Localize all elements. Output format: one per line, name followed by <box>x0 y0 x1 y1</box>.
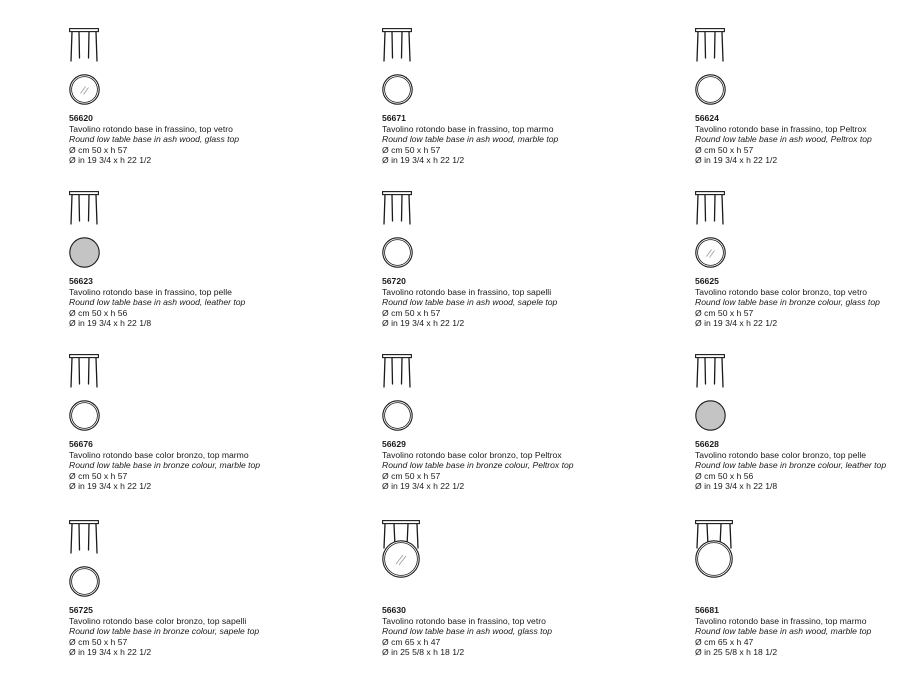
table-top-plan-drawing <box>382 237 413 268</box>
description-english: Round low table base in bronze colour, leather top <box>695 460 887 471</box>
description-italian: Tavolino rotondo base color bronzo, top sapelli <box>69 615 247 626</box>
dimensions-inches: Ø in 19 3/4 x h 22 1/2 <box>382 318 465 329</box>
dimensions-cm: Ø cm 50 x h 57 <box>382 470 441 481</box>
description-italian: Tavolino rotondo base color bronzo, top Peltrox <box>382 449 562 460</box>
table-top-plan-drawing <box>382 400 413 431</box>
description-english: Round low table base in bronze colour, marble top <box>69 460 261 471</box>
description-italian: Tavolino rotondo base in frassino, top vetro <box>382 615 546 626</box>
description-italian: Tavolino rotondo base in frassino, top marmo <box>695 615 867 626</box>
table-top-plan-drawing <box>69 237 100 268</box>
dimensions-cm: Ø cm 50 x h 57 <box>69 636 128 647</box>
product-item <box>382 520 612 660</box>
dimensions-inches: Ø in 19 3/4 x h 22 1/8 <box>695 481 778 492</box>
description-english: Round low table base in bronze colour, sapele top <box>69 626 260 637</box>
product-code: 56671 <box>382 113 406 123</box>
dimensions-cm: Ø cm 50 x h 56 <box>69 307 128 318</box>
product-item <box>695 354 912 494</box>
product-item <box>382 354 612 494</box>
product-caption <box>69 113 239 166</box>
product-caption <box>69 439 260 492</box>
dimensions-cm: Ø cm 50 x h 56 <box>695 470 754 481</box>
dimensions-cm: Ø cm 50 x h 57 <box>382 307 441 318</box>
product-caption <box>695 276 880 329</box>
table-top-plan-drawing <box>69 566 100 597</box>
dimensions-inches: Ø in 19 3/4 x h 22 1/2 <box>695 155 778 166</box>
table-side-view-drawing <box>382 354 412 388</box>
product-code: 56681 <box>695 605 719 615</box>
dimensions-cm: Ø cm 50 x h 57 <box>695 144 754 155</box>
product-code: 56628 <box>695 439 719 449</box>
dimensions-cm: Ø cm 50 x h 57 <box>695 307 754 318</box>
product-item <box>69 191 299 331</box>
dimensions-cm: Ø cm 50 x h 57 <box>69 144 128 155</box>
dimensions-cm: Ø cm 65 x h 47 <box>695 636 754 647</box>
table-top-plan-drawing <box>695 74 726 105</box>
product-caption <box>382 605 552 658</box>
dimensions-inches: Ø in 19 3/4 x h 22 1/2 <box>382 481 465 492</box>
dimensions-inches: Ø in 25 5/8 x h 18 1/2 <box>382 647 465 658</box>
dimensions-inches: Ø in 25 5/8 x h 18 1/2 <box>695 647 778 658</box>
product-item <box>382 28 612 168</box>
dimensions-inches: Ø in 19 3/4 x h 22 1/2 <box>69 647 152 658</box>
description-english: Round low table base in ash wood, leather top <box>69 297 246 308</box>
product-code: 56625 <box>695 276 719 286</box>
description-italian: Tavolino rotondo base in frassino, top pelle <box>69 286 232 297</box>
table-side-view-drawing <box>695 354 725 388</box>
description-italian: Tavolino rotondo base color bronzo, top pelle <box>695 449 867 460</box>
product-caption <box>695 439 886 492</box>
table-side-view-drawing <box>69 28 99 62</box>
product-item <box>69 520 299 660</box>
table-top-plan-drawing <box>695 540 733 578</box>
description-italian: Tavolino rotondo base in frassino, top Peltrox <box>695 123 867 134</box>
product-item <box>382 191 612 331</box>
description-italian: Tavolino rotondo base in frassino, top sapelli <box>382 286 552 297</box>
description-italian: Tavolino rotondo base color bronzo, top vetro <box>695 286 867 297</box>
product-code: 56676 <box>69 439 93 449</box>
product-item <box>695 28 912 168</box>
product-item <box>69 28 299 168</box>
description-english: Round low table base in bronze colour, glass top <box>695 297 880 308</box>
product-caption <box>695 605 871 658</box>
product-code: 56725 <box>69 605 93 615</box>
table-top-plan-drawing <box>382 540 420 578</box>
description-english: Round low table base in ash wood, glass top <box>69 134 240 145</box>
description-english: Round low table base in bronze colour, Peltrox top <box>382 460 574 471</box>
product-item <box>695 520 912 660</box>
dimensions-inches: Ø in 19 3/4 x h 22 1/2 <box>382 155 465 166</box>
table-side-view-drawing <box>69 354 99 388</box>
description-italian: Tavolino rotondo base in frassino, top vetro <box>69 123 233 134</box>
table-side-view-drawing <box>69 191 99 225</box>
table-top-plan-drawing <box>695 400 726 431</box>
description-italian: Tavolino rotondo base color bronzo, top marmo <box>69 449 249 460</box>
table-top-plan-drawing <box>695 237 726 268</box>
product-code: 56620 <box>69 113 93 123</box>
table-side-view-drawing <box>382 28 412 62</box>
description-english: Round low table base in ash wood, glass top <box>382 626 553 637</box>
table-top-plan-drawing <box>69 74 100 105</box>
description-english: Round low table base in ash wood, marble top <box>695 626 872 637</box>
product-caption <box>382 113 558 166</box>
product-code: 56624 <box>695 113 719 123</box>
product-caption <box>69 276 245 329</box>
product-code: 56623 <box>69 276 93 286</box>
description-english: Round low table base in ash wood, marble top <box>382 134 559 145</box>
product-item <box>69 354 299 494</box>
dimensions-inches: Ø in 19 3/4 x h 22 1/8 <box>69 318 152 329</box>
description-english: Round low table base in ash wood, sapele top <box>382 297 558 308</box>
product-caption <box>382 439 574 492</box>
description-english: Round low table base in ash wood, Peltrox top <box>695 134 872 145</box>
table-side-view-drawing <box>69 520 99 554</box>
product-code: 56630 <box>382 605 406 615</box>
description-italian: Tavolino rotondo base in frassino, top marmo <box>382 123 554 134</box>
table-side-view-drawing <box>382 191 412 225</box>
dimensions-inches: Ø in 19 3/4 x h 22 1/2 <box>695 318 778 329</box>
dimensions-cm: Ø cm 65 x h 47 <box>382 636 441 647</box>
table-side-view-drawing <box>695 28 725 62</box>
product-code: 56629 <box>382 439 406 449</box>
table-side-view-drawing <box>695 191 725 225</box>
product-item <box>695 191 912 331</box>
product-caption <box>69 605 259 658</box>
dimensions-inches: Ø in 19 3/4 x h 22 1/2 <box>69 481 152 492</box>
product-caption <box>695 113 872 166</box>
table-top-plan-drawing <box>382 74 413 105</box>
dimensions-cm: Ø cm 50 x h 57 <box>382 144 441 155</box>
dimensions-cm: Ø cm 50 x h 57 <box>69 470 128 481</box>
product-code: 56720 <box>382 276 406 286</box>
dimensions-inches: Ø in 19 3/4 x h 22 1/2 <box>69 155 152 166</box>
product-caption <box>382 276 557 329</box>
table-top-plan-drawing <box>69 400 100 431</box>
